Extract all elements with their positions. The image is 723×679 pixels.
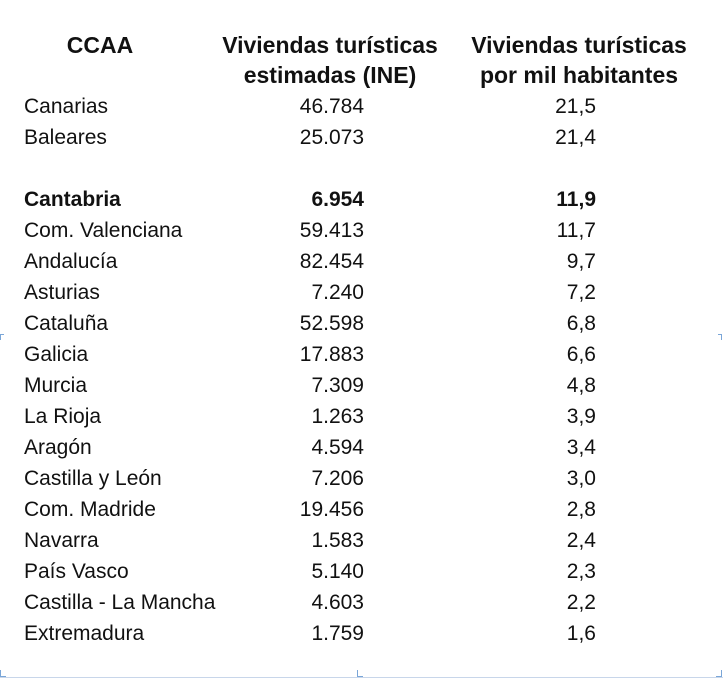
table-row: [0, 308, 723, 339]
cell-ccaa: Cataluña: [24, 312, 109, 335]
cell-ccaa: Castilla - La Mancha: [24, 591, 216, 614]
table-row: [0, 184, 723, 215]
cell-viviendas-por-mil: 2,3: [566, 560, 596, 583]
table-row: [0, 463, 723, 494]
cell-viviendas-estimadas: 52.598: [299, 312, 364, 335]
cell-ccaa: Murcia: [24, 374, 88, 397]
cell-viviendas-por-mil: 4,8: [566, 374, 596, 397]
cell-ccaa: Cantabria: [24, 188, 121, 211]
cell-viviendas-por-mil: 6,6: [566, 343, 596, 366]
cell-viviendas-estimadas: 25.073: [299, 126, 364, 149]
cell-viviendas-estimadas: 4.603: [311, 591, 364, 614]
cell-ccaa: Baleares: [24, 126, 107, 149]
page-bottom-edge: [0, 677, 723, 678]
cell-viviendas-por-mil: 2,4: [566, 529, 596, 552]
cell-viviendas-estimadas: 17.883: [299, 343, 364, 366]
cell-viviendas-estimadas: 6.954: [311, 188, 364, 211]
cell-viviendas-por-mil: 6,8: [566, 312, 596, 335]
cell-ccaa: Navarra: [24, 529, 99, 552]
header-viviendas-estimadas-line2: estimadas (INE): [243, 62, 417, 88]
cell-viviendas-estimadas: 82.454: [299, 250, 364, 273]
table-row: [0, 277, 723, 308]
header-viviendas-estimadas-line1: Viviendas turísticas: [222, 32, 438, 58]
cell-ccaa: La Rioja: [24, 405, 102, 428]
cell-ccaa: País Vasco: [24, 560, 129, 583]
table-row: [0, 339, 723, 370]
cell-viviendas-estimadas: 59.413: [299, 219, 364, 242]
table-row: [0, 401, 723, 432]
header-ccaa-label: CCAA: [66, 32, 134, 58]
cell-viviendas-estimadas: 4.594: [311, 436, 364, 459]
header-viviendas-por-mil-line1: Viviendas turísticas: [471, 32, 687, 58]
cell-viviendas-por-mil: 21,5: [555, 95, 596, 118]
cell-viviendas-estimadas: 1.263: [311, 405, 364, 428]
table-row: [0, 246, 723, 277]
cell-viviendas-estimadas: 7.206: [311, 467, 364, 490]
cell-ccaa: Aragón: [24, 436, 92, 459]
cell-viviendas-estimadas: 5.140: [311, 560, 364, 583]
table-row: [0, 91, 723, 122]
cell-viviendas-por-mil: 2,2: [566, 591, 596, 614]
cell-viviendas-estimadas: 7.240: [311, 281, 364, 304]
table-row: [0, 587, 723, 618]
resize-handle-bottom-middle-h[interactable]: [357, 676, 363, 677]
header-viviendas-estimadas: [205, 30, 455, 90]
resize-handle-bottom-right[interactable]: [721, 670, 722, 677]
cell-viviendas-por-mil: 3,0: [566, 467, 596, 490]
cell-ccaa: Galicia: [24, 343, 89, 366]
header-viviendas-por-mil: [455, 30, 703, 90]
cell-viviendas-por-mil: 9,7: [566, 250, 596, 273]
header-viviendas-por-mil-line2: por mil habitantes: [479, 62, 679, 88]
cell-viviendas-estimadas: 1.583: [311, 529, 364, 552]
cell-viviendas-por-mil: 11,9: [556, 188, 596, 211]
cell-ccaa: Asturias: [24, 281, 100, 304]
table-row: [0, 525, 723, 556]
table-row: [0, 122, 723, 153]
cell-viviendas-por-mil: 21,4: [555, 126, 596, 149]
cell-ccaa: Canarias: [24, 95, 109, 118]
cell-viviendas-por-mil: 11,7: [556, 219, 596, 242]
header-ccaa: [50, 30, 150, 60]
table-row: [0, 494, 723, 525]
table-row: [0, 370, 723, 401]
cell-ccaa: Com. Valenciana: [24, 219, 183, 242]
cell-viviendas-estimadas: 7.309: [311, 374, 364, 397]
cell-ccaa: Castilla y León: [24, 467, 162, 490]
cell-viviendas-por-mil: 2,8: [566, 498, 596, 521]
cell-viviendas-estimadas: 46.784: [299, 95, 364, 118]
table-row: [0, 215, 723, 246]
resize-handle-bottom-left-h[interactable]: [0, 676, 6, 677]
cell-viviendas-por-mil: 3,4: [566, 436, 596, 459]
table-row: [0, 618, 723, 649]
cell-viviendas-estimadas: 1.759: [311, 622, 364, 645]
resize-handle-middle-right[interactable]: [721, 334, 722, 340]
cell-viviendas-estimadas: 19.456: [299, 498, 364, 521]
table-row: [0, 432, 723, 463]
cell-ccaa: Andalucía: [24, 250, 118, 273]
cell-ccaa: Com. Madride: [24, 498, 156, 521]
resize-handle-middle-left[interactable]: [0, 334, 1, 340]
cell-viviendas-por-mil: 3,9: [566, 405, 596, 428]
cell-viviendas-por-mil: 1,6: [566, 622, 596, 645]
cell-ccaa: Extremadura: [24, 622, 145, 645]
cell-viviendas-por-mil: 7,2: [566, 281, 596, 304]
table-row: [0, 556, 723, 587]
